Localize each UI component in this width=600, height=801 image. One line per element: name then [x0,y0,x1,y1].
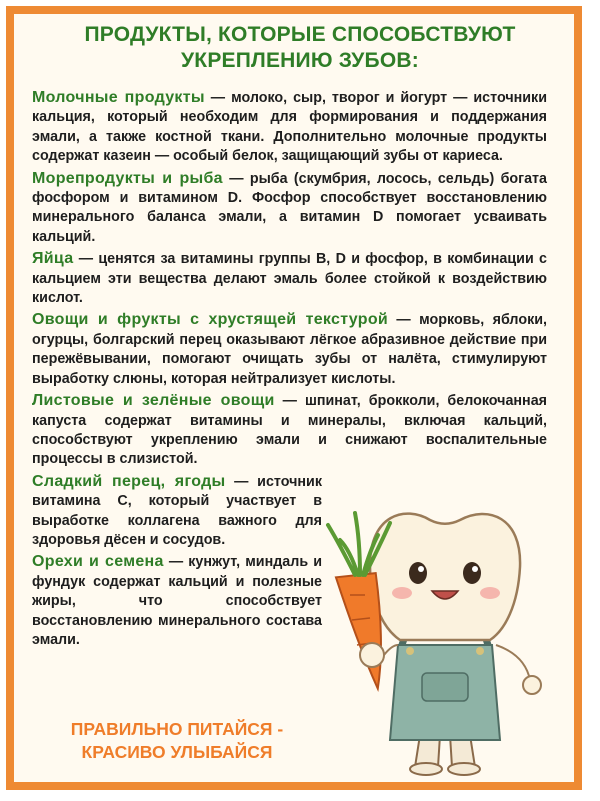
section-text: — молоко, сыр, творог и йогурт — источники кальция, который необходим для формирования и поддержания эмали, а также костной ткани. Дополнительно молочные продукты содержат казеин — особый белок, защищающий зубы от кариеса. [32,90,547,165]
poster-title [20,22,580,74]
footer-line-1: ПРАВИЛЬНО ПИТАЙСЯ - [70,719,284,739]
section-greens [32,391,547,470]
title-line-2: УКРЕПЛЕНИЮ ЗУБОВ: [181,49,419,72]
section-text: — источник витамина C, который участвует в выработке коллагена важного для здоровья дёсен и сосудов. [32,473,322,548]
section-heading: Сладкий перец, ягоды [32,472,226,490]
section-text: — кунжут, миндаль и фундук содержат кальций и полезные жиры, что способствует восстановлению минерального состава эмали. [32,554,323,648]
section-heading: Молочные продукты [32,89,205,106]
section-eggs [32,249,547,308]
footer-line-2: КРАСИВО УЛЫБАЙСЯ [81,742,273,762]
section-heading: Яйца [32,250,74,268]
section-pepper [32,472,322,551]
section-heading: Листовые и зелёные овощи [32,392,275,410]
section-text: — морковь, яблоки, огурцы, болгарский перец оказывают лёгкое абразивное действие при пережёвывании, помогают очищать зубы от налёта, стимулируют выработку слюны, которая нейтрализует кислоты. [32,312,547,387]
section-seafood [32,169,547,248]
section-dairy [32,88,547,167]
section-text: — ценятся за витамины группы B, D и фосфор, в комбинации с кальцием эти вещества делают эмаль более стойкой к воздействию кислот. [32,251,547,307]
section-heading: Морепродукты и рыба [32,169,223,187]
section-text: — шпинат, брокколи, белокочанная капуста содержат витамины и минералы, включая кальций, способствуют укреплению эмали и снижают воспалительные процессы в слизистой. [32,393,547,468]
title-line-1: ПРОДУКТЫ, КОТОРЫЕ СПОСОБСТВУЮТ [84,23,516,46]
section-heading: Овощи и фрукты с хрустящей текстурой [32,311,389,329]
tooth-mascot-illustration [310,495,565,785]
section-text: — рыба (скумбрия, лосось, сельдь) богата фосфором и витамином D. Фосфор способствует восстановлению минерального баланса эмали, а витамин D помогает усваивать кальций. [32,170,547,245]
footer-slogan [32,718,322,764]
section-heading: Орехи и семена [32,553,164,571]
section-nuts [32,552,322,650]
section-crunchy [32,310,547,389]
